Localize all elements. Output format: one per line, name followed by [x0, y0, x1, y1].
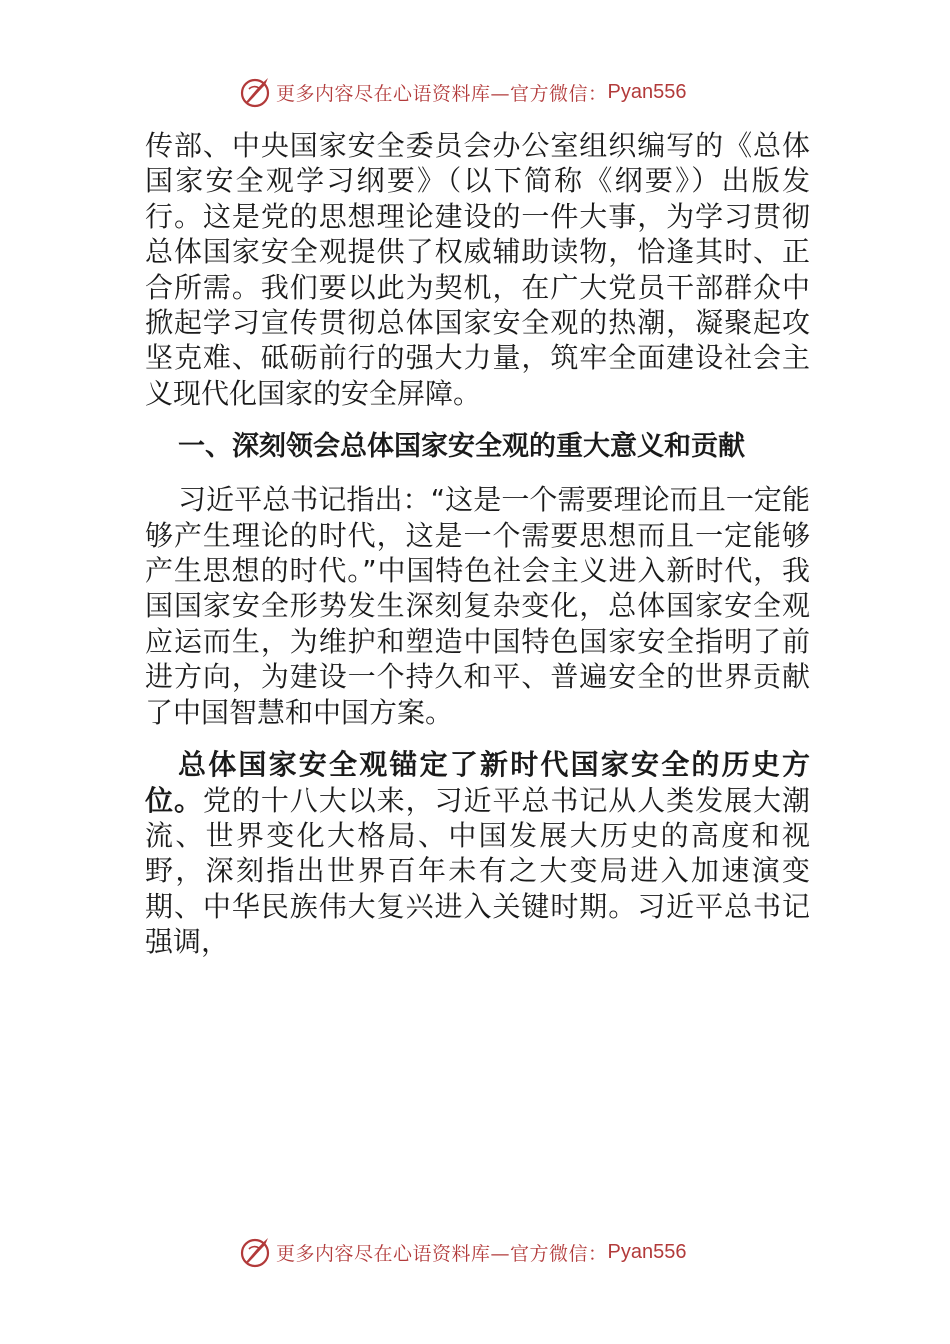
paragraph-3 — [145, 747, 810, 959]
paragraph-3-lead: 总体国家安全观锚定了新时代国家安全的历史方位。 — [145, 748, 810, 817]
watermark-text: 更多内容尽在心语资料库—官方微信： — [276, 82, 608, 105]
paragraph-3-text: 党的十八大以来，习近平总书记从人类发展大潮流、世界变化大格局、中国发展大历史的高度和视野，深刻指出世界百年未有之大变局进入加速演变期、中华民族伟大复兴进入关键时期。习近平总书记强调， — [145, 783, 810, 959]
section-heading-1: 一、深刻领会总体国家安全观的重大意义和贡献 — [178, 431, 745, 463]
watermark-account: Pyan556 — [607, 80, 687, 103]
paragraph-1: 传部、中央国家安全委员会办公室组织编写的《总体国家安全观学习纲要》（以下简称《纲要》）出版发行。这是党的思想理论建设的一件大事，为学习贯彻总体国家安全观提供了权威辅助读物，恰逢其时、正合所需。我们要以此为契机，在广大党员干部群众中掀起学习宣传贯彻总体国家安全观的热潮，凝聚起攻坚克难、砥砺前行的强大力量，筑牢全面建设社会主义现代化国家的安全屏障。 — [145, 129, 810, 410]
paragraph-2: 习近平总书记指出：“这是一个需要理论而且一定能够产生理论的时代，这是一个需要思想而且一定能够产生思想的时代。”中国特色社会主义进入新时代，我国国家安全形势发生深刻复杂变化，总体国家安全观应运而生，为维护和塑造中国特色国家安全指明了前进方向，为建设一个持久和平、普遍安全的世界贡献了中国智慧和中国方案。 — [145, 483, 810, 729]
watermark-account: Pyan556 — [607, 1240, 687, 1263]
footer-watermark — [238, 1234, 686, 1270]
pen-nib-logo-icon — [238, 75, 272, 109]
pen-nib-logo-icon — [238, 1235, 272, 1269]
watermark-text: 更多内容尽在心语资料库—官方微信： — [276, 1242, 608, 1265]
document-body — [145, 128, 810, 960]
header-watermark — [238, 74, 686, 110]
